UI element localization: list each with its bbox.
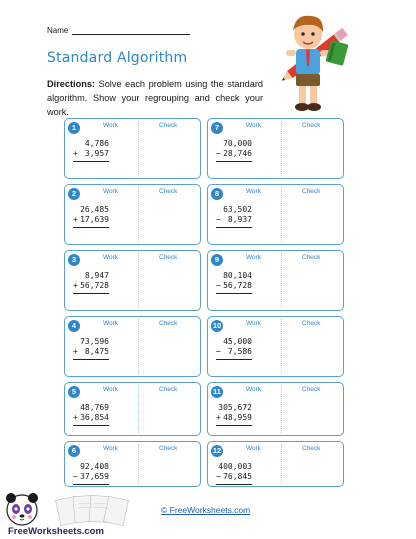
problem-card <box>207 382 344 436</box>
problem <box>216 205 252 228</box>
problem-card <box>207 184 344 245</box>
answer-line <box>216 359 252 360</box>
problem <box>216 139 252 162</box>
work-check-divider <box>138 385 139 433</box>
worksheet-title: Standard Algorithm <box>47 50 188 66</box>
directions-text: Solve each problem using the standard algorithm. Show your regrouping and check your work. <box>47 79 263 117</box>
problem-number: 6 <box>68 445 80 457</box>
top-number: 45,000 <box>223 337 252 346</box>
check-label: Check <box>302 386 321 393</box>
top-number: 92,408 <box>80 462 109 471</box>
answer-line <box>73 227 109 228</box>
check-label: Check <box>302 188 321 195</box>
top-number: 26,485 <box>80 205 109 214</box>
work-label: Work <box>246 320 262 327</box>
problem <box>73 139 109 162</box>
check-label: Check <box>302 122 321 129</box>
problem-card <box>64 118 201 179</box>
problem-card <box>207 316 344 377</box>
problem-card <box>64 441 201 487</box>
top-number: 70,000 <box>223 139 252 148</box>
top-number: 80,104 <box>223 271 252 280</box>
problem <box>73 271 109 294</box>
operator: − <box>216 472 221 481</box>
bottom-number: 17,639 <box>80 215 109 224</box>
problem-card <box>64 382 201 436</box>
operator: + <box>73 281 78 290</box>
check-label: Check <box>302 254 321 261</box>
directions-label: Directions: <box>47 79 95 89</box>
work-label: Work <box>246 122 262 129</box>
operator: − <box>216 149 221 158</box>
problem-number: 4 <box>68 320 80 332</box>
operator: + <box>73 149 78 158</box>
operator: + <box>216 413 221 422</box>
bottom-number: 28,746 <box>223 149 252 158</box>
problem-card <box>64 316 201 377</box>
problem-number: 12 <box>212 446 222 455</box>
top-number: 73,596 <box>80 337 109 346</box>
problem-number: 10 <box>212 321 222 330</box>
work-check-divider <box>138 444 139 484</box>
operator: − <box>73 472 78 481</box>
problem <box>216 271 252 294</box>
top-number: 400,003 <box>218 462 252 471</box>
work-check-divider <box>281 385 282 433</box>
problem-card <box>64 250 201 311</box>
work-label: Work <box>246 254 262 261</box>
work-check-divider <box>138 253 139 308</box>
problem-number: 1 <box>68 122 80 134</box>
problem-card <box>207 250 344 311</box>
answer-line <box>216 227 252 228</box>
bottom-number: 76,845 <box>223 472 252 481</box>
answer-line <box>73 161 109 162</box>
answer-line <box>73 484 109 485</box>
problem <box>216 462 252 485</box>
operator: − <box>216 347 221 356</box>
problem-card <box>207 118 344 179</box>
bottom-number: 7,586 <box>227 347 252 356</box>
problem <box>73 403 109 426</box>
name-label: Name <box>47 26 69 35</box>
bottom-number: 3,957 <box>84 149 109 158</box>
problem-card <box>64 184 201 245</box>
check-label: Check <box>159 320 178 327</box>
top-number: 305,672 <box>218 403 252 412</box>
answer-line <box>73 425 109 426</box>
work-check-divider <box>281 253 282 308</box>
work-label: Work <box>103 320 119 327</box>
operator: − <box>216 281 221 290</box>
problem <box>73 205 109 228</box>
bottom-number: 36,854 <box>80 413 109 422</box>
problem <box>73 337 109 360</box>
problem <box>216 337 252 360</box>
problem <box>216 403 252 426</box>
bottom-number: 8,475 <box>84 347 109 356</box>
check-label: Check <box>302 320 321 327</box>
answer-line <box>216 425 252 426</box>
work-label: Work <box>103 122 119 129</box>
check-label: Check <box>159 122 178 129</box>
bottom-number: 48,959 <box>223 413 252 422</box>
problem-number: 2 <box>68 188 80 200</box>
problem-number: 8 <box>211 188 223 200</box>
top-number: 48,769 <box>80 403 109 412</box>
bottom-number: 56,728 <box>223 281 252 290</box>
check-label: Check <box>302 445 321 452</box>
problem <box>73 462 109 485</box>
work-check-divider <box>281 444 282 484</box>
logo-text: FreeWorksheets.com <box>8 526 104 537</box>
answer-line <box>216 484 252 485</box>
work-label: Work <box>103 386 119 393</box>
bottom-number: 56,728 <box>80 281 109 290</box>
work-check-divider <box>281 121 282 176</box>
work-label: Work <box>103 445 119 452</box>
answer-line <box>216 293 252 294</box>
problem-number: 3 <box>68 254 80 266</box>
work-label: Work <box>246 188 262 195</box>
name-line <box>72 27 190 35</box>
work-label: Work <box>103 188 119 195</box>
answer-line <box>73 293 109 294</box>
top-number: 8,947 <box>84 271 109 280</box>
bottom-number: 37,659 <box>80 472 109 481</box>
work-check-divider <box>281 319 282 374</box>
operator: + <box>73 413 78 422</box>
problem-number: 7 <box>211 122 223 134</box>
check-label: Check <box>159 188 178 195</box>
top-number: 63,502 <box>223 205 252 214</box>
operator: + <box>73 215 78 224</box>
work-check-divider <box>138 319 139 374</box>
freeworksheets-logo <box>0 490 150 539</box>
work-check-divider <box>281 187 282 242</box>
kid-pencil-illustration <box>268 6 364 118</box>
work-check-divider <box>138 187 139 242</box>
check-label: Check <box>159 386 178 393</box>
problem-number: 9 <box>211 254 223 266</box>
directions <box>47 77 263 119</box>
work-check-divider <box>138 121 139 176</box>
check-label: Check <box>159 445 178 452</box>
work-label: Work <box>246 386 262 393</box>
name-field <box>47 26 190 35</box>
work-label: Work <box>103 254 119 261</box>
work-label: Work <box>246 445 262 452</box>
footer-link[interactable]: © FreeWorksheets.com <box>161 505 251 515</box>
check-label: Check <box>159 254 178 261</box>
problem-number: 11 <box>211 386 223 398</box>
top-number: 4,786 <box>84 139 109 148</box>
bottom-number: 8,937 <box>227 215 252 224</box>
answer-line <box>73 359 109 360</box>
problem-number: 5 <box>68 386 80 398</box>
problem-card <box>207 441 344 487</box>
operator: − <box>216 215 221 224</box>
operator: + <box>73 347 78 356</box>
answer-line <box>216 161 252 162</box>
